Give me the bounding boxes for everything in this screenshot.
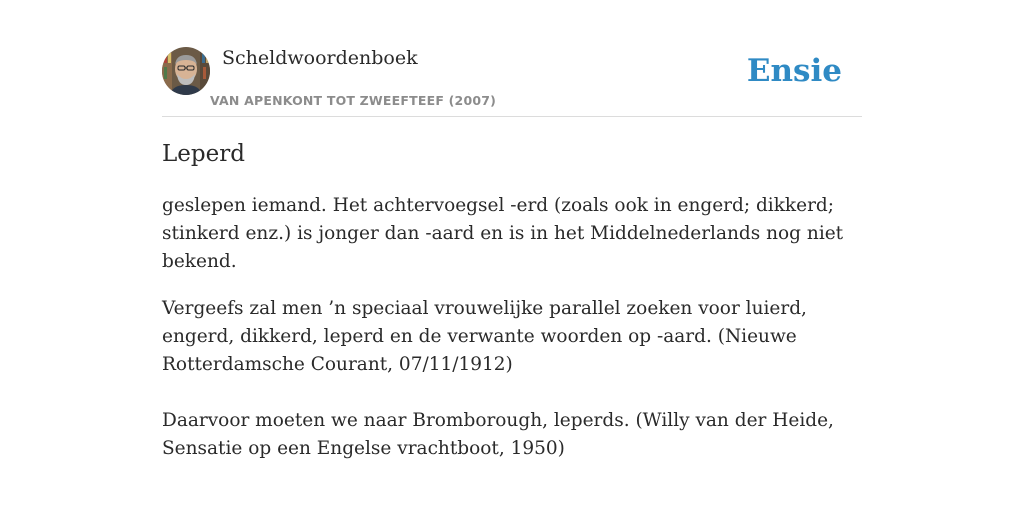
ensie-logo-link[interactable]: Ensie [746,53,842,89]
author-portrait-icon [162,47,210,95]
source-subtitle: VAN APENKONT TOT ZWEEFTEEF (2007) [210,93,497,108]
quote-paragraph: Daarvoor moeten we naar Bromborough, leperds. (Willy van der Heide, Sensatie op een Engelse vrachtboot, 1950) [162,410,834,459]
source-title[interactable]: Scheldwoordenboek [222,47,418,69]
entry-header [162,46,862,117]
entry-title: Leperd [162,141,245,167]
quote-paragraph: Vergeefs zal men ’n speciaal vrouwelijke parallel zoeken voor luierd, engerd, dikkerd, leperd en de verwante woorden op -aard. (Nieuwe Rotterdamsche Courant, 07/11/1912) [162,298,807,375]
definition-paragraph: geslepen iemand. Het achtervoegsel -erd (zoals ook in engerd; dikkerd; stinkerd enz.) is jonger dan -aard en is in het Middelnederlands nog niet bekend. [162,195,844,272]
entry-body [162,192,862,482]
author-avatar[interactable] [162,47,210,95]
entry-page [162,0,862,512]
